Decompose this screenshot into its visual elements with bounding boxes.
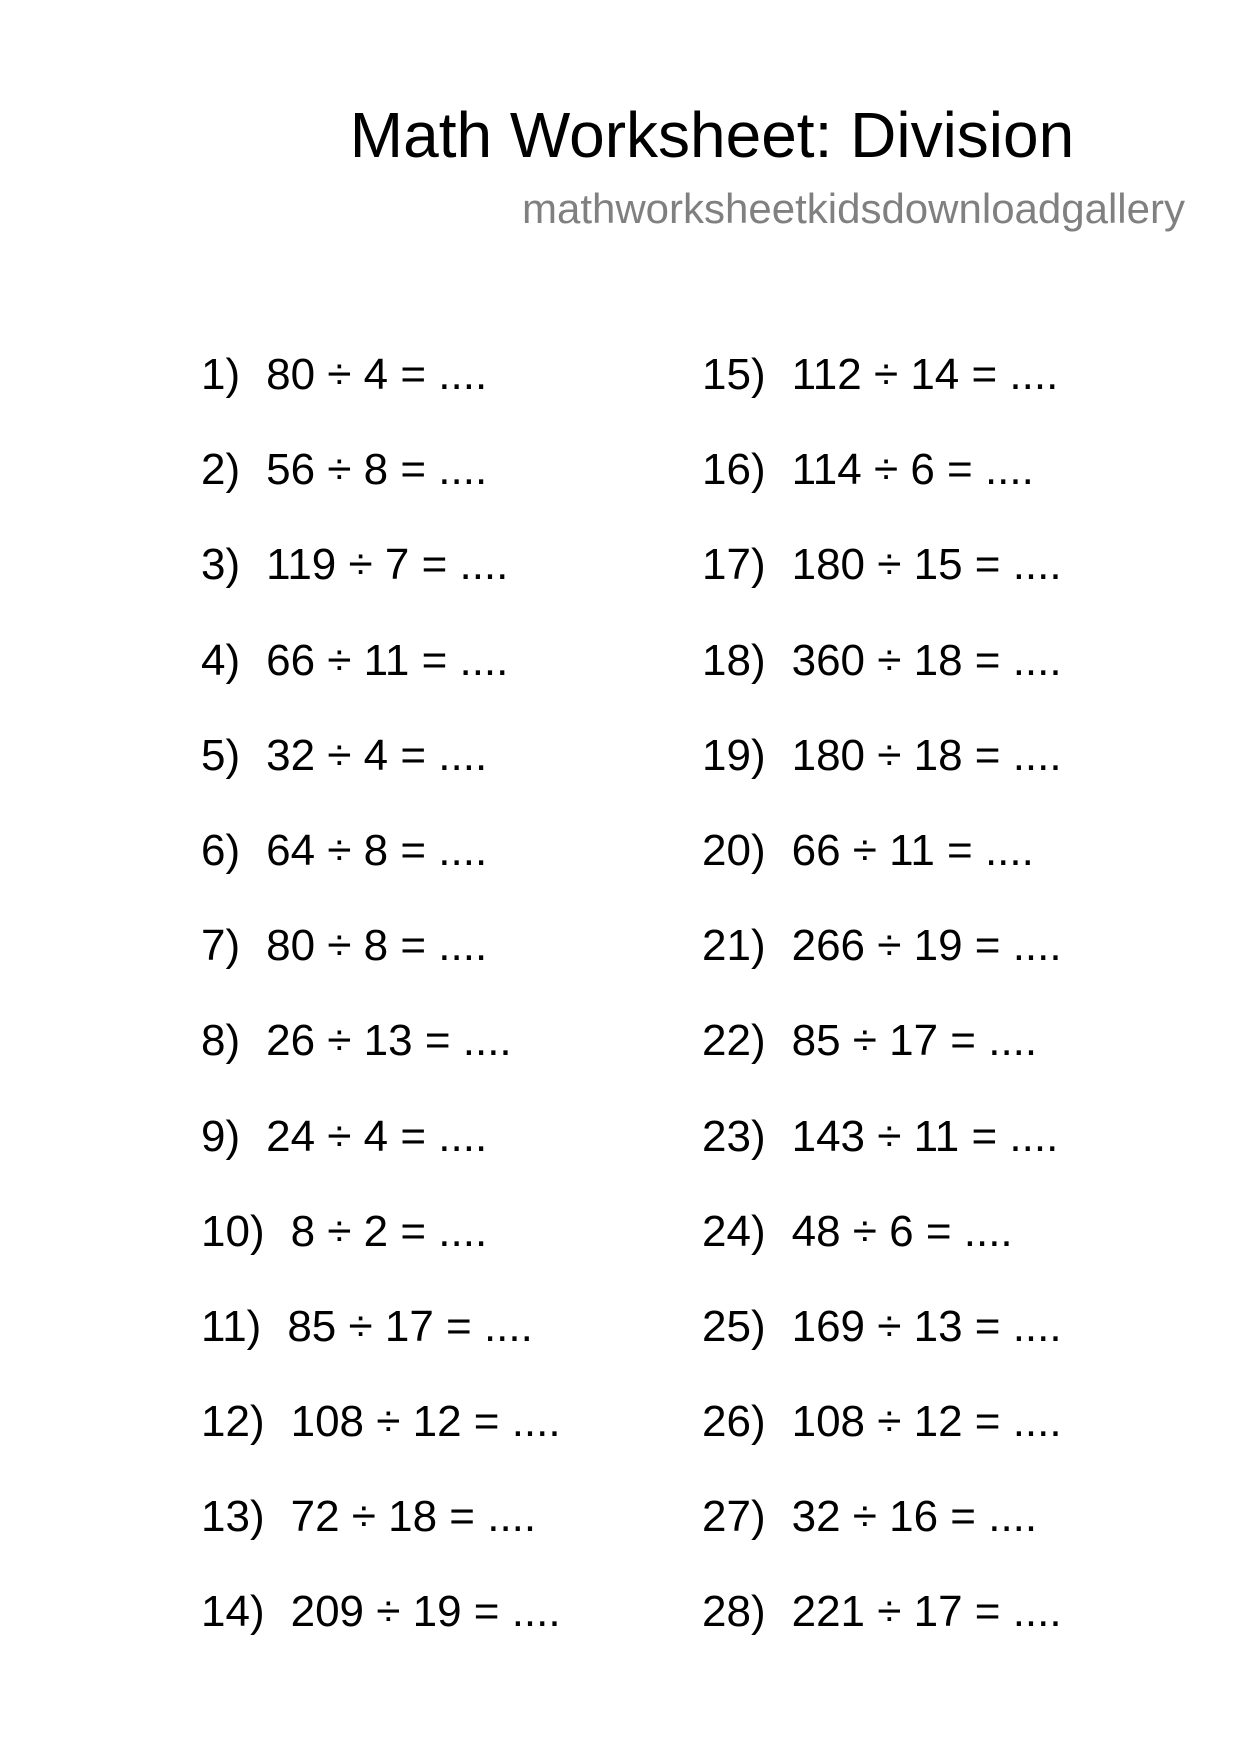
problem-number: 14) bbox=[201, 1587, 265, 1637]
problem-9 bbox=[201, 1112, 561, 1207]
problem-expression: 169 ÷ 13 = .... bbox=[791, 1301, 1062, 1351]
problem-24 bbox=[702, 1207, 1062, 1302]
problem-expression: 112 ÷ 14 = .... bbox=[791, 350, 1059, 399]
problem-expression: 26 ÷ 13 = .... bbox=[266, 1016, 512, 1066]
problem-number: 12) bbox=[201, 1397, 265, 1447]
problem-expression: 72 ÷ 18 = .... bbox=[290, 1492, 537, 1542]
problem-number: 19) bbox=[702, 730, 766, 780]
problem-expression: 266 ÷ 19 = .... bbox=[791, 921, 1062, 971]
problem-22 bbox=[702, 1016, 1062, 1111]
problem-expression: 80 ÷ 8 = .... bbox=[266, 921, 488, 971]
problem-number: 8) bbox=[201, 1016, 241, 1066]
problem-number: 27) bbox=[702, 1492, 766, 1542]
problem-25 bbox=[702, 1302, 1062, 1397]
problem-23 bbox=[702, 1112, 1062, 1207]
problem-number: 24) bbox=[702, 1206, 766, 1256]
problem-expression: 180 ÷ 15 = .... bbox=[791, 540, 1062, 590]
problem-expression: 8 ÷ 2 = .... bbox=[290, 1206, 488, 1256]
problem-expression: 360 ÷ 18 = .... bbox=[791, 635, 1062, 685]
worksheet-subtitle: mathworksheetkidsdownloadgallery bbox=[521, 185, 1185, 232]
problem-21 bbox=[702, 921, 1062, 1016]
problem-number: 26) bbox=[702, 1397, 766, 1447]
problem-number: 7) bbox=[201, 921, 241, 971]
problem-number: 10) bbox=[201, 1206, 265, 1256]
problem-expression: 108 ÷ 12 = .... bbox=[290, 1397, 561, 1447]
problem-expression: 221 ÷ 17 = .... bbox=[791, 1587, 1062, 1637]
problem-2 bbox=[201, 445, 561, 540]
problem-15 bbox=[702, 350, 1062, 445]
problem-26 bbox=[702, 1397, 1062, 1492]
problem-expression: 85 ÷ 17 = .... bbox=[791, 1016, 1038, 1066]
problem-number: 6) bbox=[201, 825, 241, 875]
problem-3 bbox=[201, 540, 561, 635]
problem-11 bbox=[201, 1302, 561, 1397]
problem-number: 25) bbox=[702, 1301, 766, 1351]
problem-expression: 66 ÷ 11 = .... bbox=[266, 635, 509, 685]
problem-20 bbox=[702, 826, 1062, 921]
problem-27 bbox=[702, 1492, 1062, 1587]
problem-14 bbox=[201, 1587, 561, 1682]
problem-28 bbox=[702, 1587, 1062, 1682]
problem-17 bbox=[702, 540, 1062, 635]
problem-expression: 119 ÷ 7 = .... bbox=[266, 540, 509, 590]
problem-expression: 24 ÷ 4 = .... bbox=[266, 1111, 488, 1161]
problem-expression: 108 ÷ 12 = .... bbox=[791, 1397, 1062, 1447]
problem-number: 21) bbox=[702, 921, 766, 971]
problem-4 bbox=[201, 636, 561, 731]
problem-6 bbox=[201, 826, 561, 921]
problem-expression: 32 ÷ 16 = .... bbox=[791, 1492, 1038, 1542]
problem-1 bbox=[201, 350, 561, 445]
problem-number: 9) bbox=[201, 1111, 241, 1161]
worksheet-title: Math Worksheet: Division bbox=[349, 99, 1075, 171]
problem-expression: 85 ÷ 17 = .... bbox=[287, 1301, 533, 1351]
problem-18 bbox=[702, 636, 1062, 731]
problem-number: 23) bbox=[702, 1111, 766, 1161]
problem-expression: 32 ÷ 4 = .... bbox=[266, 730, 488, 780]
problems-column-right bbox=[702, 350, 1062, 1683]
problem-expression: 180 ÷ 18 = .... bbox=[791, 730, 1062, 780]
problem-number: 1) bbox=[201, 350, 241, 399]
problem-5 bbox=[201, 731, 561, 826]
problem-number: 16) bbox=[702, 445, 766, 495]
problem-expression: 66 ÷ 11 = .... bbox=[791, 825, 1034, 875]
problem-8 bbox=[201, 1016, 561, 1111]
problem-12 bbox=[201, 1397, 561, 1492]
problem-19 bbox=[702, 731, 1062, 826]
problem-number: 28) bbox=[702, 1587, 766, 1637]
problem-16 bbox=[702, 445, 1062, 540]
problem-number: 3) bbox=[201, 540, 241, 590]
problem-number: 20) bbox=[702, 825, 766, 875]
problem-7 bbox=[201, 921, 561, 1016]
problem-expression: 143 ÷ 11 = .... bbox=[791, 1111, 1059, 1161]
problem-number: 11) bbox=[201, 1301, 262, 1351]
problem-number: 13) bbox=[201, 1492, 265, 1542]
problem-expression: 80 ÷ 4 = .... bbox=[266, 350, 488, 399]
problem-expression: 114 ÷ 6 = .... bbox=[791, 445, 1034, 495]
problem-number: 18) bbox=[702, 635, 766, 685]
problem-expression: 209 ÷ 19 = .... bbox=[290, 1587, 561, 1637]
problem-13 bbox=[201, 1492, 561, 1587]
problem-expression: 64 ÷ 8 = .... bbox=[266, 825, 488, 875]
problem-number: 22) bbox=[702, 1016, 766, 1066]
problem-number: 17) bbox=[702, 540, 766, 590]
problem-expression: 48 ÷ 6 = .... bbox=[791, 1206, 1013, 1256]
problem-number: 5) bbox=[201, 730, 241, 780]
problems-column-left bbox=[201, 350, 561, 1683]
problem-number: 4) bbox=[201, 635, 241, 685]
problem-number: 2) bbox=[201, 445, 241, 495]
problem-10 bbox=[201, 1207, 561, 1302]
problem-number: 15) bbox=[702, 350, 766, 399]
problem-expression: 56 ÷ 8 = .... bbox=[266, 445, 488, 495]
